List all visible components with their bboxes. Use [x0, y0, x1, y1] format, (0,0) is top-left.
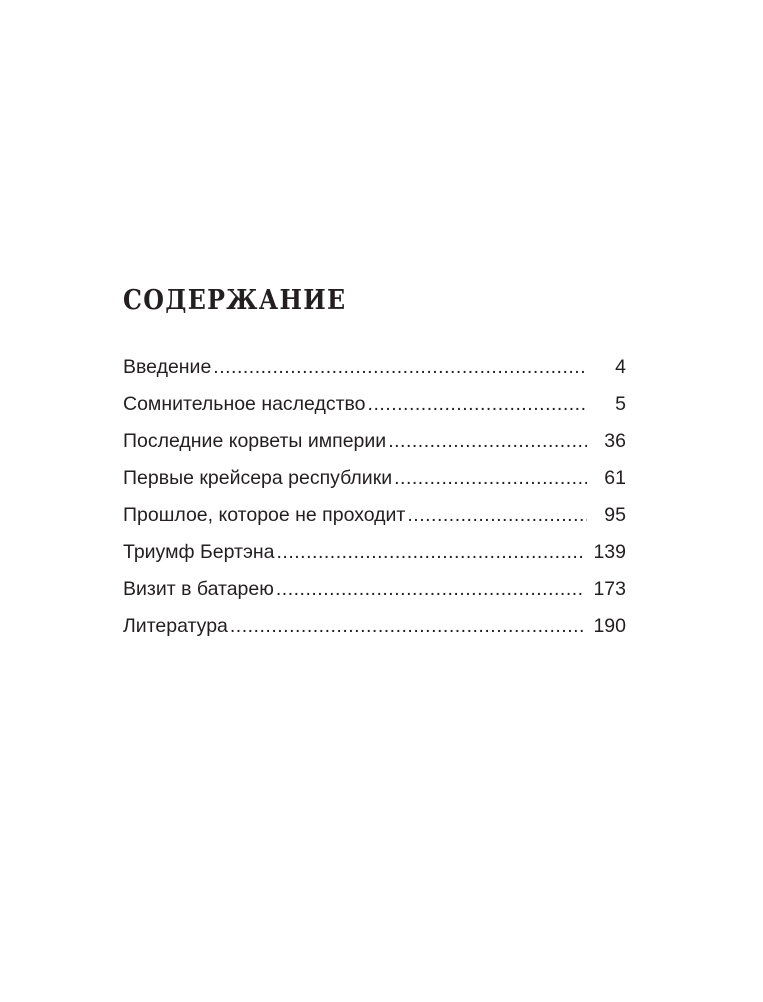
toc-dot-leader: [276, 575, 585, 603]
toc-entry: [123, 612, 626, 649]
toc-entry-title: Триумф Бертэна: [123, 541, 275, 563]
toc-entry: [123, 464, 626, 501]
toc-entry-title: Введение: [123, 356, 212, 378]
toc-entry: [123, 427, 626, 464]
toc-entry-title: Визит в батарею: [123, 578, 274, 600]
toc-entry-page: 173: [593, 578, 626, 600]
toc-entry-title: Последние корветы империи: [123, 430, 387, 452]
toc-entry-title: Сомнительное наследство: [123, 393, 366, 415]
toc-entry: [123, 575, 626, 612]
toc-entry-page: 61: [604, 467, 626, 489]
toc-dot-leader: [394, 464, 587, 492]
toc-entry-page: 190: [593, 615, 626, 637]
toc-entry-title: Литература: [123, 615, 228, 637]
toc-dot-leader: [368, 390, 587, 418]
toc-dot-leader: [407, 501, 587, 529]
table-of-contents: [123, 353, 626, 649]
toc-entry-title: Первые крейсера республики: [123, 467, 393, 489]
toc-entry: [123, 353, 626, 390]
toc-entry-page: 139: [593, 541, 626, 563]
toc-entry-page: 4: [615, 356, 626, 378]
toc-dot-leader: [277, 538, 585, 566]
toc-entry-page: 5: [615, 393, 626, 415]
toc-heading: СОДЕРЖАНИЕ: [123, 285, 347, 316]
toc-entry: [123, 538, 626, 575]
toc-entry-title: Прошлое, которое не проходит: [123, 504, 406, 526]
toc-entry: [123, 501, 626, 538]
toc-entry-page: 95: [604, 504, 626, 526]
toc-dot-leader: [230, 612, 585, 640]
toc-entry: [123, 390, 626, 427]
toc-dot-leader: [213, 353, 587, 381]
toc-dot-leader: [388, 427, 587, 455]
toc-entry-page: 36: [604, 430, 626, 452]
